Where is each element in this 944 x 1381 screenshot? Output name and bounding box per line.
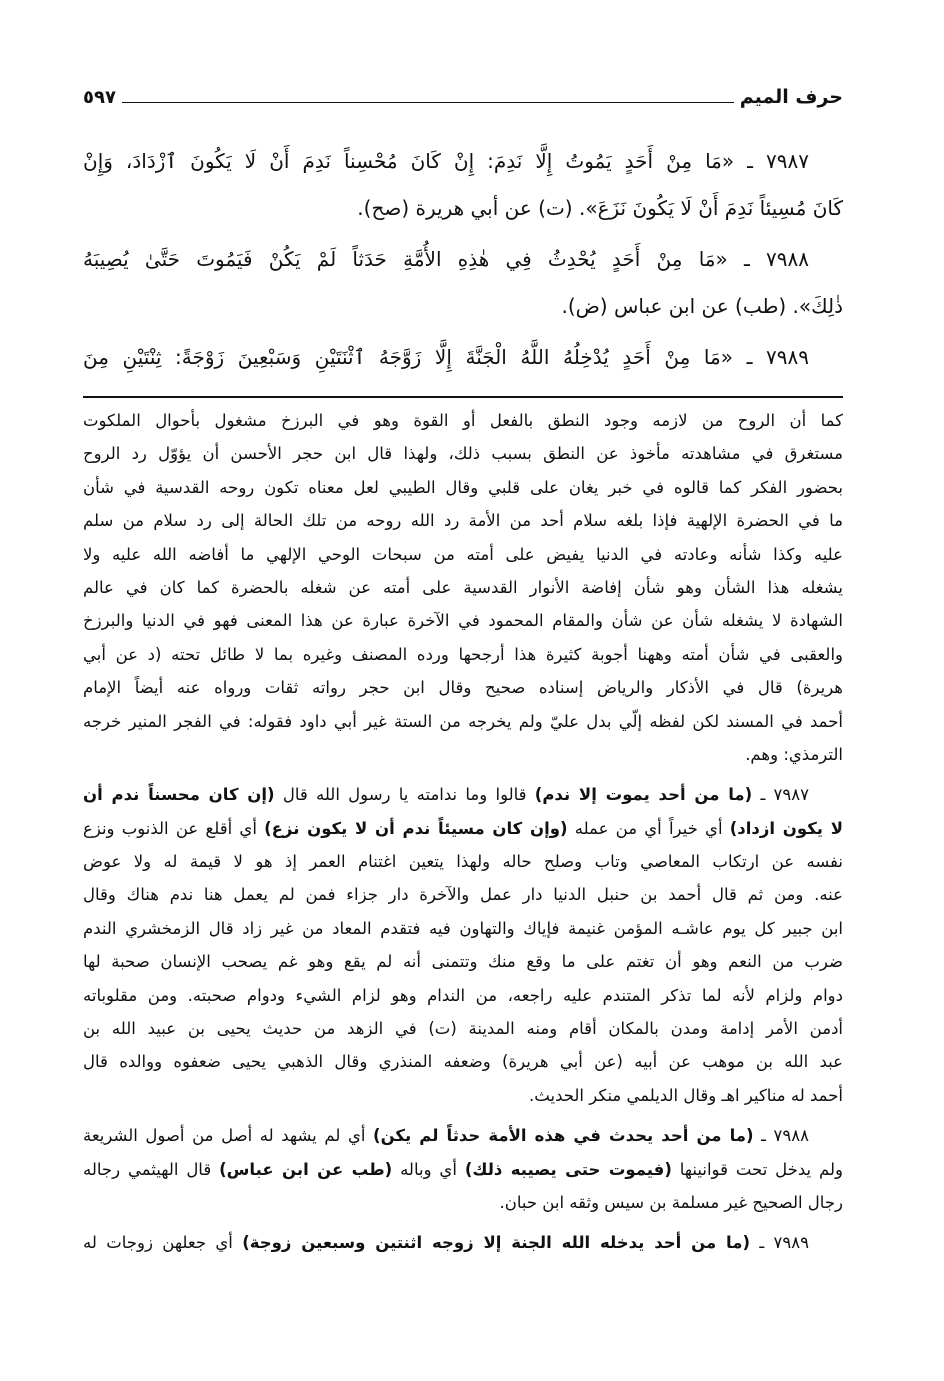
commentary-paragraph: [83, 1119, 843, 1219]
hadith-paragraph: [83, 138, 843, 232]
hadith-quote-bold: (طب عن ابن عباس): [219, 1159, 393, 1179]
text-segment: أحمد له مناكير اهـ وقال الديلمي منكر الحديث.: [529, 1085, 843, 1105]
chapter-title: حرف الميم: [739, 86, 843, 108]
commentary-line: [83, 1153, 843, 1186]
text-segment: ٧٩٨٧ ـ «مَا مِنْ أَحَدٍ يَمُوتُ إِلَّا نَدِمَ: إِنْ كَانَ مُحْسِناً نَدِمَ أَنْ لَا يَكُونَ ٱزْدَادَ، وَإِنْ: [83, 149, 809, 173]
text-segment: عليه وكذا شأنه وعادته في الدنيا يفيض على أمته من سبحات الوحي الإلهي ما أفاضه الله عليه ولا: [83, 544, 843, 564]
commentary-line: [83, 638, 843, 671]
text-segment: قال الهيثمي رجاله: [83, 1159, 220, 1179]
text-segment: كَانَ مُسِيئاً نَدِمَ أَنْ لَا يَكُونَ نَزَعَ». (ت) عن أبي هريرة (صح).: [357, 196, 843, 220]
commentary-line: [83, 538, 843, 571]
page-number: ٥٩٧: [83, 87, 116, 108]
text-segment: أي أقلع عن الذنوب ونزع: [83, 818, 265, 838]
text-segment: أي وباله: [392, 1159, 465, 1179]
text-segment: نفسه عن ارتكاب المعاصي وتاب وصلح حاله ولهذا يتعين اغتنام العمر إذ هو لا قيمة له ولا عوض: [83, 852, 843, 872]
commentary-line: [83, 979, 843, 1012]
text-segment: ضرب من النعم وهو أن تغتم على ما وقع منك وتتمنى أنه لم يقع وهو غم يصحب الإنسان صحبة لها: [83, 952, 843, 972]
commentary-paragraph: [83, 1226, 843, 1259]
commentary-paragraph: [83, 404, 843, 771]
commentary-line: [83, 604, 843, 637]
text-segment: أحمد في المسند لكن لفظه إلّي بدل عليّ ولم يخرجه من الستة غير أبي داود فقوله: في الفجر المنير خرجه: [83, 711, 843, 731]
hadith-quote-bold: لا يكون ازداد): [729, 818, 843, 838]
commentary-line: [83, 1012, 843, 1045]
text-segment: ٧٩٨٨ ـ «مَا مِنْ أَحَدٍ يُحْدِثُ فِي هٰذِهِ الأُمَّةِ حَدَثاً لَمْ يَكُنْ فَيَمُوتَ حَتَّىٰ يُصِيبَهُ: [83, 247, 809, 271]
hadith-quote-bold: (ما من أحد يحدث في هذه الأمة حدثاً لم يكن): [373, 1126, 754, 1146]
commentary-line: [83, 778, 843, 811]
text-segment: ولم يدخل تحت قوانينها: [671, 1159, 844, 1179]
commentary-line: [83, 912, 843, 945]
commentary-line: [83, 878, 843, 911]
running-header: [83, 82, 843, 108]
text-segment: كما أن الروح من لازمه وجود النطق بالفعل أو القوة وهو في البرزخ مشغول بأحوال الملكوت: [83, 411, 843, 430]
hadith-line: [83, 138, 843, 185]
commentary-line: [83, 845, 843, 878]
hadith-quote-bold: (ما من أحد يموت إلا ندم): [534, 785, 753, 805]
text-segment: عنه. ومن ثم قال أحمد بن حنبل الدنيا دار عمل والآخرة دار جزاء فمن لم يعمل هنا ندم هناك وقال: [83, 885, 843, 905]
text-segment: رجال الصحيح غير مسلمة بن سيس وثقه ابن حبان.: [499, 1192, 843, 1212]
commentary-line: [83, 571, 843, 604]
hadith-line: [83, 283, 843, 330]
commentary-line: [83, 504, 843, 537]
text-segment: ما في الحضرة الإلهية فإذا بلغه سلام أحد من الأمة رد الله روحه من تلك الحالة إلى رد سلام من سلم: [83, 511, 843, 531]
text-segment: الترمذي: وهم.: [745, 744, 843, 764]
commentary-paragraph: [83, 778, 843, 1112]
commentary-line: [83, 437, 843, 470]
text-segment: أدمن الأمر إدامة ومدن بالمكان أقام ومنه المدينة (ت) في الزهد من حديث يحيى بن عبيد الله بن: [83, 1019, 843, 1039]
text-segment: ذٰلِكَ». (طب) عن ابن عباس (ض).: [561, 294, 843, 318]
header-rule: [122, 102, 734, 103]
text-segment: ٧٩٨٩ ـ «مَا مِنْ أَحَدٍ يُدْخِلُهُ اللَّهُ الْجَنَّةَ إِلَّا زَوَّجَهُ ٱثْنَتَيْنِ وَسَبْعِينَ زَوْجَةً: ثِنْتَيْنِ مِنَ: [83, 345, 809, 369]
hadith-quote-bold: (فيموت حتى يصيبه ذلك): [464, 1159, 672, 1179]
commentary-line: [83, 471, 843, 504]
hadith-line: [83, 185, 843, 232]
hadith-line: [83, 334, 843, 381]
text-segment: عبد الله بن موهب عن أبيه (عن أبي هريرة) وضعفه المنذري وقال الذهبي يحيى ضعفوه ووالده قال: [83, 1052, 843, 1072]
commentary-block: [83, 404, 843, 1260]
text-segment: مستغرق في مشاهدته مأخوذ عن النطق بسبب ذلك، ولهذا قال ابن حجر الأحسن أن يؤوّل رد الروح: [83, 444, 843, 464]
text-segment: قالوا وما ندامته يا رسول الله قال: [274, 785, 535, 805]
hadith-line: [83, 236, 843, 283]
hadith-paragraph: [83, 334, 843, 381]
text-segment: دوام ولزام لأنه لما تذكر المتندم عليه راجعه، من الندام وهو لزام الشيء ودوام صحبته. ومن مقلوباته: [83, 985, 843, 1005]
text-segment: أي جعلهن زوجات له: [83, 1233, 243, 1253]
commentary-line: [83, 812, 843, 845]
commentary-line: [83, 945, 843, 978]
text-segment: ٧٩٨٨ ـ: [753, 1126, 809, 1146]
text-segment: بحضور الفكر كما قالوه في خبر يغان على قلبي وقال الطيبي لعل معناه تكون روحه القدسية في شأن: [83, 477, 843, 497]
text-segment: أي خيراً أي من عمله: [567, 818, 730, 838]
text-segment: ٧٩٨٧ ـ: [752, 785, 809, 805]
commentary-line: [83, 671, 843, 704]
commentary-line: [83, 1226, 843, 1259]
commentary-line: [83, 404, 843, 437]
text-segment: أي لم يشهد له أصل من أصول الشريعة: [83, 1126, 374, 1146]
commentary-line: [83, 1119, 843, 1152]
commentary-line: [83, 738, 843, 771]
hadith-paragraph: [83, 236, 843, 330]
text-segment: هريرة) قال في الأذكار والرياض إسناده صحيح وقال ابن حجر رواته ثقات ورواه عنه أيضاً الإمام: [83, 678, 843, 698]
commentary-line: [83, 705, 843, 738]
text-segment: ٧٩٨٩ ـ: [750, 1233, 809, 1253]
commentary-line: [83, 1079, 843, 1112]
hadith-quote-bold: (وإن كان مسيئاً ندم أن لا يكون نزع): [264, 818, 568, 838]
footnote-separator: [83, 396, 843, 398]
text-segment: ابن جبير كل يوم عاشـه المؤمن غنيمة فإياك والتهاون فيه فتقدم المعاد من غير زاد قال الزمخشري الندم: [83, 918, 843, 938]
hadith-text-block: [83, 134, 843, 381]
commentary-line: [83, 1186, 843, 1219]
hadith-quote-bold: (ما من أحد يدخله الله الجنة إلا زوجه اثنتين وسبعين زوجة): [242, 1233, 751, 1253]
text-segment: يشغله هذا الشأن وهو شأن إفاضة الأنوار القدسية على أمته عن شغله بالحضرة كما كان في عالم: [83, 577, 843, 597]
text-segment: والعقبى في شأن أمته وههنا أجوبة كثيرة هذا أرجحها ورده المصنف وغيره بما لا طائل تحته (د عن أبي: [83, 644, 843, 664]
commentary-line: [83, 1045, 843, 1078]
hadith-quote-bold: (إن كان محسناً ندم أن: [83, 785, 275, 805]
text-segment: الشهادة لا يشغله شأن عن شأن والمقام المحمود في الآخرة عبارة عن هذا المعنى فهو في الدنيا والبرزخ: [83, 611, 843, 631]
